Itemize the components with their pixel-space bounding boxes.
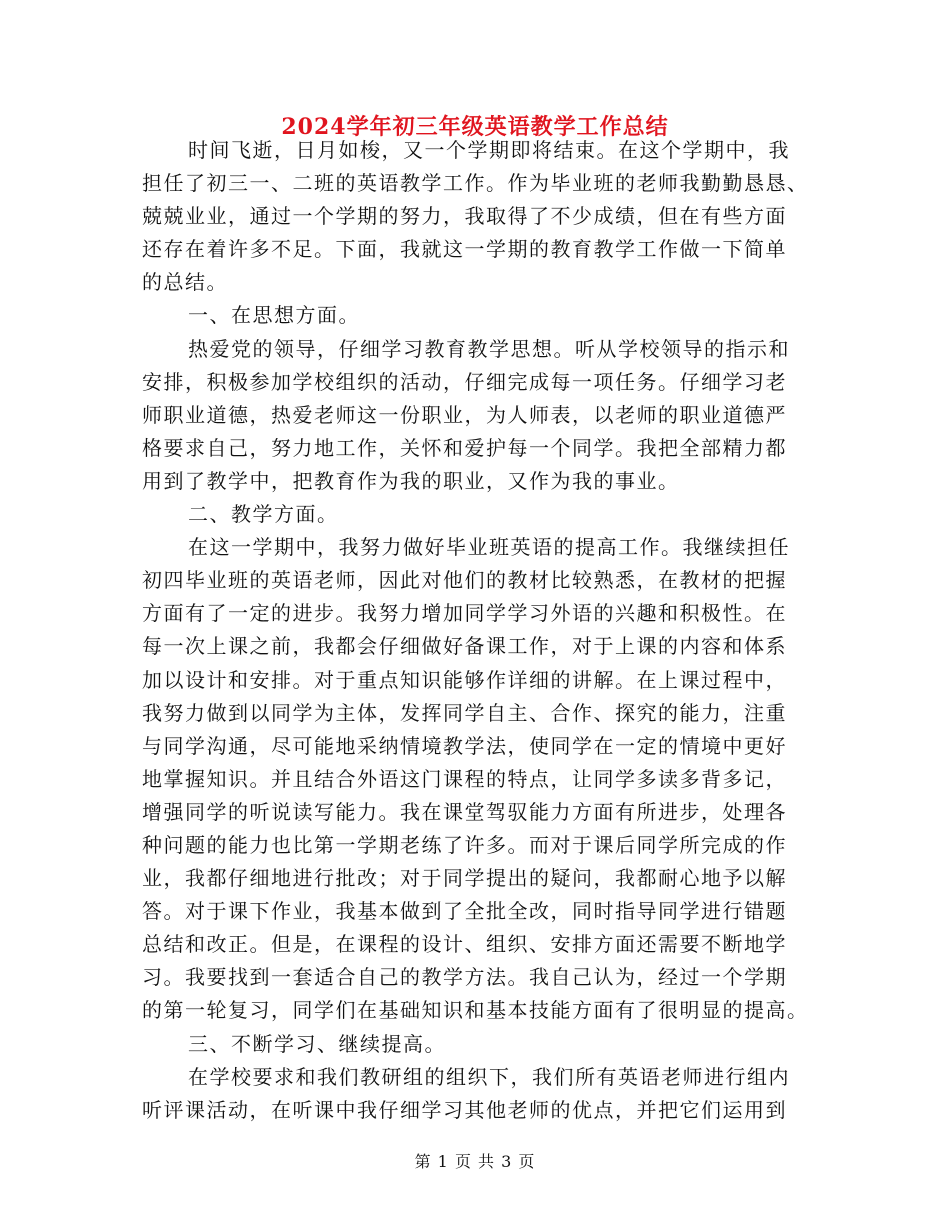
paragraph-line: 在学校要求和我们教研组的组织下，我们所有英语老师进行组内 — [188, 1064, 790, 1089]
paragraph-line: 方面有了一定的进步。我努力增加同学学习外语的兴趣和积极性。在 — [142, 601, 787, 626]
paragraph-line: 用到了教学中，把教育作为我的职业，又作为我的事业。 — [142, 468, 680, 493]
paragraph-line: 初四毕业班的英语老师，因此对他们的教材比较熟悉，在教材的把握 — [142, 568, 787, 593]
paragraph-line: 热爱党的领导，仔细学习教育教学思想。听从学校领导的指示和 — [188, 336, 790, 361]
paragraph-line: 时间飞逝，日月如梭，又一个学期即将结束。在这个学期中，我 — [188, 138, 790, 162]
paragraph-line: 答。对于课下作业，我基本做到了全批全改，同时指导同学进行错题 — [142, 899, 787, 924]
section-heading: 一、在思想方面。 — [188, 303, 360, 328]
paragraph-line: 总结和改正。但是，在课程的设计、组织、安排方面还需要不断地学 — [142, 932, 787, 957]
paragraph-line: 担任了初三一、二班的英语教学工作。作为毕业班的老师我勤勤恳恳、 — [142, 171, 809, 196]
page-number-footer: 第 1 页 共 3 页 — [414, 1152, 536, 1171]
paragraph-line: 兢兢业业，通过一个学期的努力，我取得了不少成绩，但在有些方面 — [142, 204, 787, 229]
paragraph-line: 习。我要找到一套适合自己的教学方法。我自己认为，经过一个学期 — [142, 965, 787, 990]
paragraph-line: 种问题的能力也比第一学期老练了许多。而对于课后同学所完成的作 — [142, 832, 787, 857]
paragraph-line: 的总结。 — [142, 270, 228, 295]
paragraph-line: 我努力做到以同学为主体，发挥同学自主、合作、探究的能力，注重 — [142, 700, 787, 725]
section-heading: 三、不断学习、继续提高。 — [188, 1031, 446, 1056]
paragraph-line: 还存在着许多不足。下面，我就这一学期的教育教学工作做一下简单 — [142, 237, 787, 262]
paragraph-line: 每一次上课之前，我都会仔细做好备课工作，对于上课的内容和体系 — [142, 634, 787, 659]
document-title: 2024学年初三年级英语教学工作总结 — [281, 114, 669, 140]
section-heading: 二、教学方面。 — [188, 502, 339, 527]
paragraph-line: 的第一轮复习，同学们在基础知识和基本技能方面有了很明显的提高。 — [142, 998, 809, 1023]
document-body — [142, 134, 810, 1127]
paragraph-line: 与同学沟通，尽可能地采纳情境教学法，使同学在一定的情境中更好 — [142, 733, 787, 758]
paragraph-line: 在这一学期中，我努力做好毕业班英语的提高工作。我继续担任 — [188, 535, 790, 560]
paragraph-line: 加以设计和安排。对于重点知识能够作详细的讲解。在上课过程中， — [142, 667, 787, 692]
paragraph-line: 业，我都仔细地进行批改；对于同学提出的疑问，我都耐心地予以解 — [142, 866, 787, 891]
paragraph-line: 地掌握知识。并且结合外语这门课程的特点，让同学多读多背多记， — [142, 766, 787, 791]
paragraph-line: 师职业道德，热爱老师这一份职业，为人师表，以老师的职业道德严 — [142, 402, 787, 427]
paragraph-line: 格要求自己，努力地工作，关怀和爱护每一个同学。我把全部精力都 — [142, 435, 787, 460]
paragraph-line: 增强同学的听说读写能力。我在课堂驾驭能力方面有所进步，处理各 — [142, 799, 787, 824]
paragraph-line: 听评课活动，在听课中我仔细学习其他老师的优点，并把它们运用到 — [142, 1097, 787, 1122]
paragraph-line: 安排，积极参加学校组织的活动，仔细完成每一项任务。仔细学习老 — [142, 369, 787, 394]
